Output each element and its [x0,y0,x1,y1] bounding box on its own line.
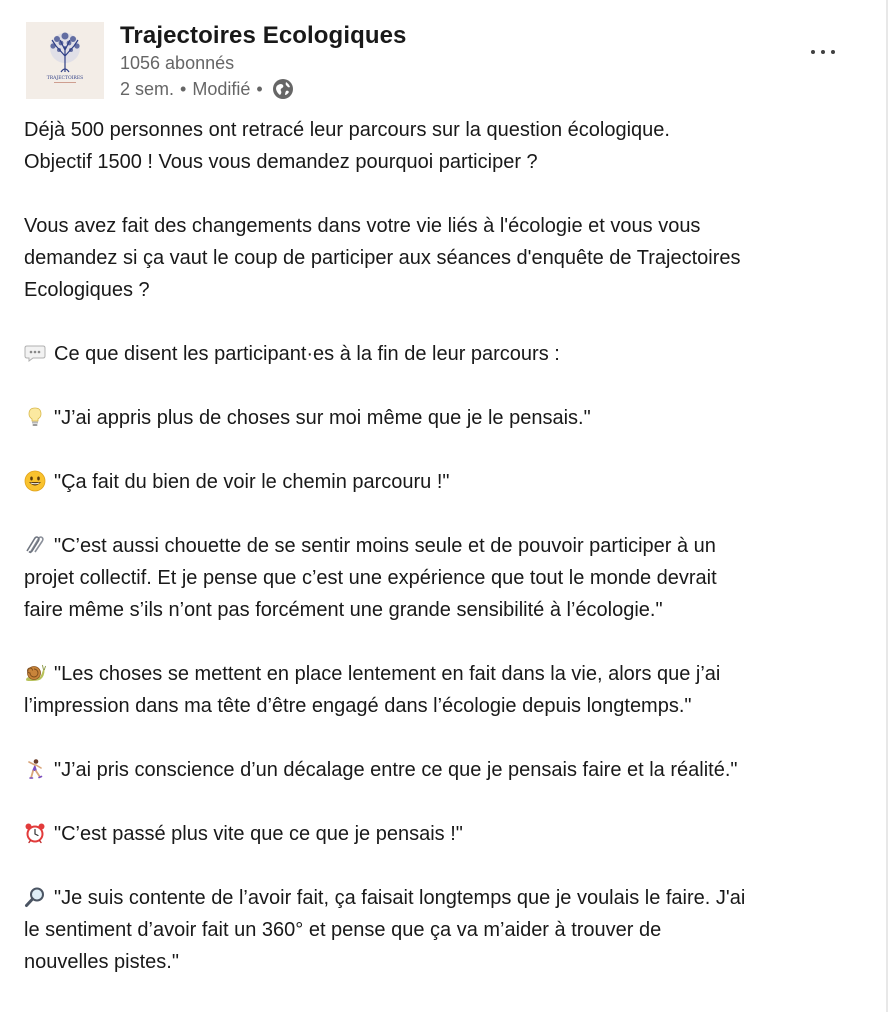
text-line [24,882,870,914]
post-header [26,22,866,102]
text-line: Ecologiques ? [24,279,150,301]
testimonial-text: "Je suis contente de l’avoir fait, ça faisait longtemps que je voulais le faire. J'ai [54,887,746,909]
text-line: l’impression dans ma tête d’être engagé dans l’écologie depuis longtemps." [24,695,692,717]
text-line [24,402,870,434]
post-text [24,114,870,978]
testimonial [24,754,870,786]
text-line: Vous avez fait des changements dans votre vie liés à l'écologie et vous vous [24,215,701,237]
smiley-icon [24,470,46,492]
text-line [24,466,870,498]
separator-dot: • [180,79,187,99]
text-line [24,754,870,786]
testimonial [24,818,870,850]
text-line: le sentiment d’avoir fait un 360° et pense que ça va m’aider à trouver de [24,919,662,941]
intro-paragraph [24,114,870,178]
snail-icon [24,662,46,684]
section-title: Ce que disent les participant·es à la fin de leur parcours : [54,343,560,365]
testimonial-text: "J’ai pris conscience d’un décalage entre ce que je pensais faire et la réalité." [54,759,738,781]
more-options-button[interactable] [808,42,838,62]
text-line [24,338,870,370]
globe-icon [271,77,295,101]
testimonial [24,466,870,498]
alarm-clock-icon [24,822,46,844]
text-line: Objectif 1500 ! Vous vous demandez pourquoi participer ? [24,151,538,173]
testimonial-text: "C’est aussi chouette de se sentir moins seule et de pouvoir participer à un [54,535,716,557]
post-time: 2 sem. [120,79,175,99]
tree-logo-icon [26,22,104,99]
text-line: demandez si ça vaut le coup de participer aux séances d'enquête de Trajectoires [24,247,741,269]
company-logo[interactable] [26,22,104,99]
post-meta [120,77,295,101]
text-line: faire même s’ils n’ont pas forcément une grande sensibilité à l’écologie." [24,599,663,621]
text-line [24,818,870,850]
testimonial-text: "Les choses se mettent en place lentement en fait dans la vie, alors que j’ai [54,663,721,685]
magnifying-glass-icon [24,886,46,908]
testimonial-text: "Ça fait du bien de voir le chemin parcouru !" [54,471,450,493]
company-name[interactable]: Trajectoires Ecologiques [120,22,407,49]
section-title-paragraph [24,338,870,370]
question-paragraph [24,210,870,306]
follower-count: 1056 abonnés [120,53,235,73]
paperclips-icon [24,534,46,556]
text-line [24,530,870,562]
text-line [24,658,870,690]
separator-dot: • [256,79,263,99]
text-line: nouvelles pistes." [24,951,179,973]
dancer-icon [24,758,46,780]
testimonial [24,402,870,434]
text-line: Déjà 500 personnes ont retracé leur parcours sur la question écologique. [24,119,670,141]
text-line: projet collectif. Et je pense que c’est une expérience que tout le monde devrait [24,567,717,589]
speech-bubble-icon [24,342,46,364]
more-horizontal-icon [808,42,838,62]
testimonial [24,882,870,978]
testimonial [24,530,870,626]
testimonial-text: "C’est passé plus vite que ce que je pensais !" [54,823,463,845]
light-bulb-icon [24,406,46,428]
edited-label: Modifié [192,79,251,99]
testimonial [24,658,870,722]
logo-text: TRAJECTOIRES [46,76,84,81]
testimonial-text: "J’ai appris plus de choses sur moi même que je le pensais." [54,407,591,429]
